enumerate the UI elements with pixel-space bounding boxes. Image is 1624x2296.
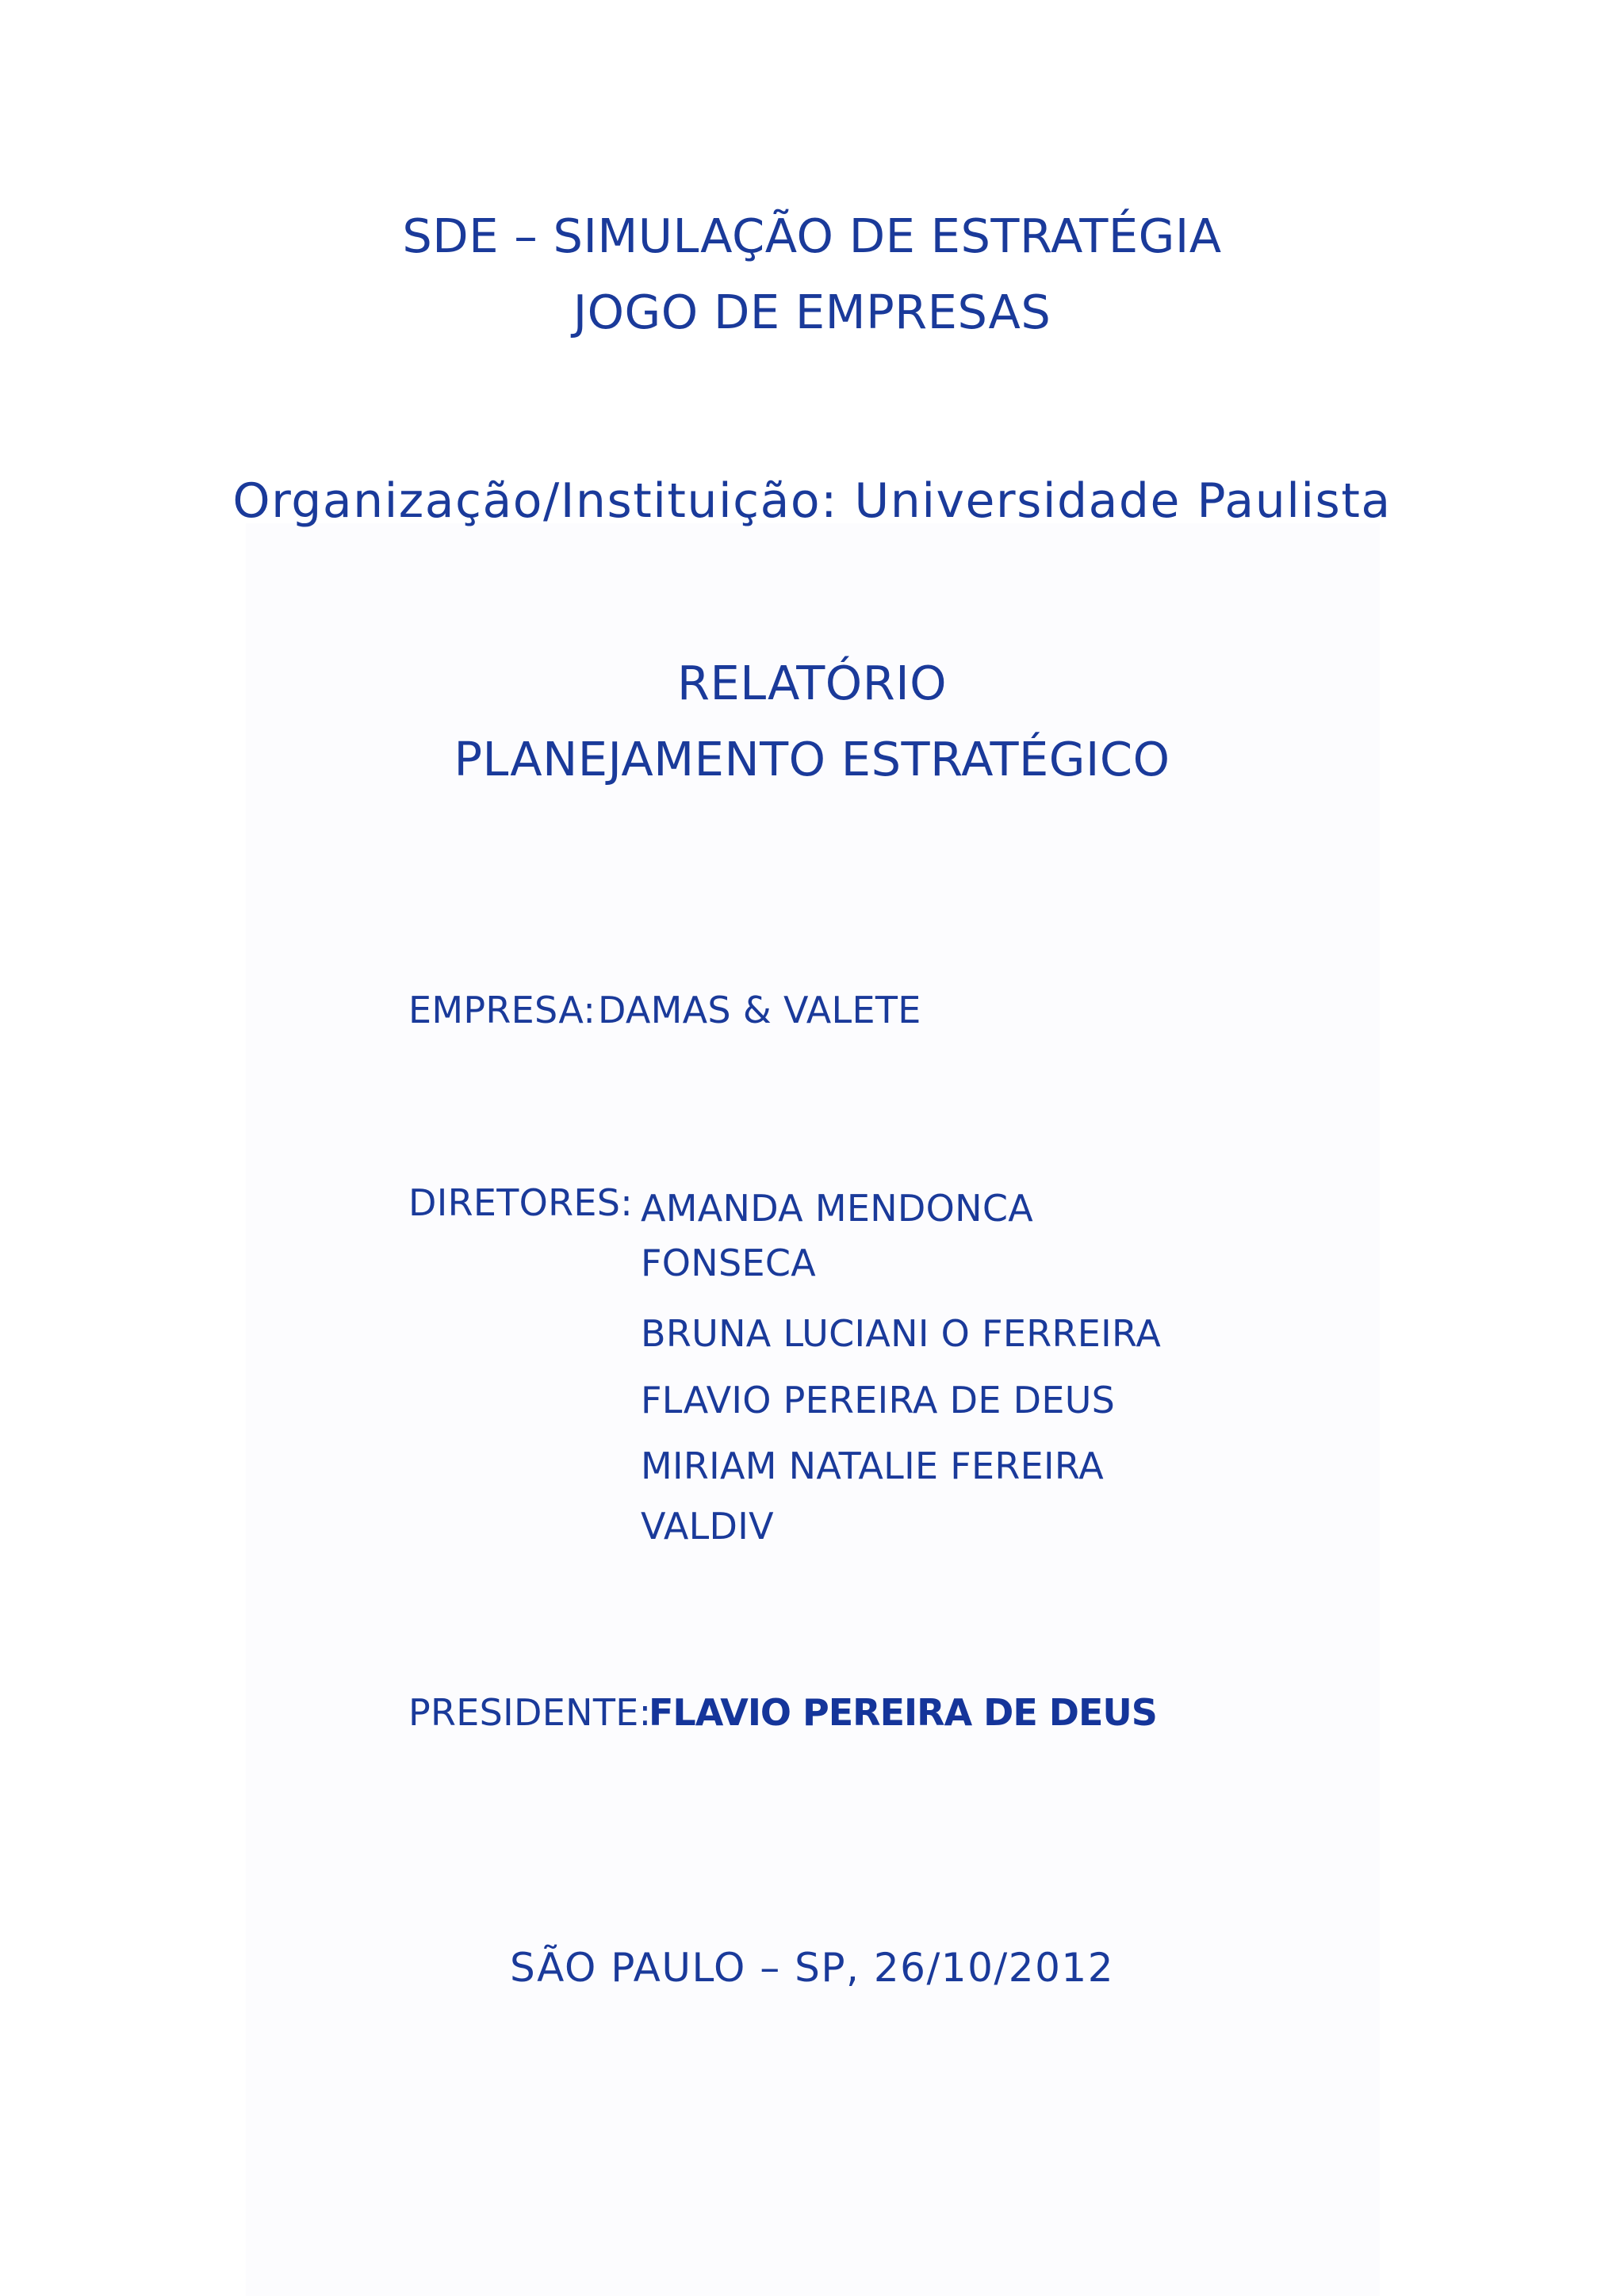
document-title-line-2: JOGO DE EMPRESAS — [573, 285, 1051, 339]
director-name-line: BRUNA LUCIANI O FERREIRA — [641, 1312, 1162, 1355]
director-entry — [641, 1372, 1115, 1429]
director-entry — [641, 1180, 1033, 1289]
director-entry — [641, 1437, 1104, 1558]
director-name-line: AMANDA MENDONCA — [641, 1187, 1034, 1230]
president-label: PRESIDENTE: — [408, 1691, 652, 1734]
company-name: DAMAS & VALETE — [598, 989, 921, 1031]
report-title-line-2: PLANEJAMENTO ESTRATÉGICO — [454, 732, 1170, 786]
company-label: EMPRESA: — [408, 989, 596, 1031]
directors-label: DIRETORES: — [408, 1181, 634, 1224]
director-entry — [641, 1305, 1161, 1362]
director-name-line: FONSECA — [641, 1242, 817, 1284]
director-name-line: MIRIAM NATALIE FEREIRA — [641, 1445, 1105, 1487]
director-name-line: VALDIV — [641, 1505, 774, 1548]
director-name-line: FLAVIO PEREIRA DE DEUS — [641, 1379, 1116, 1422]
document-title-line-1: SDE – SIMULAÇÃO DE ESTRATÉGIA — [402, 209, 1222, 263]
president-name: FLAVIO PEREIRA DE DEUS — [649, 1691, 1157, 1734]
organization-line: Organização/Instituição: Universidade Paulista — [232, 473, 1392, 529]
place-and-date: SÃO PAULO – SP, 26/10/2012 — [509, 1945, 1115, 1991]
report-title-line-1: RELATÓRIO — [676, 656, 948, 710]
